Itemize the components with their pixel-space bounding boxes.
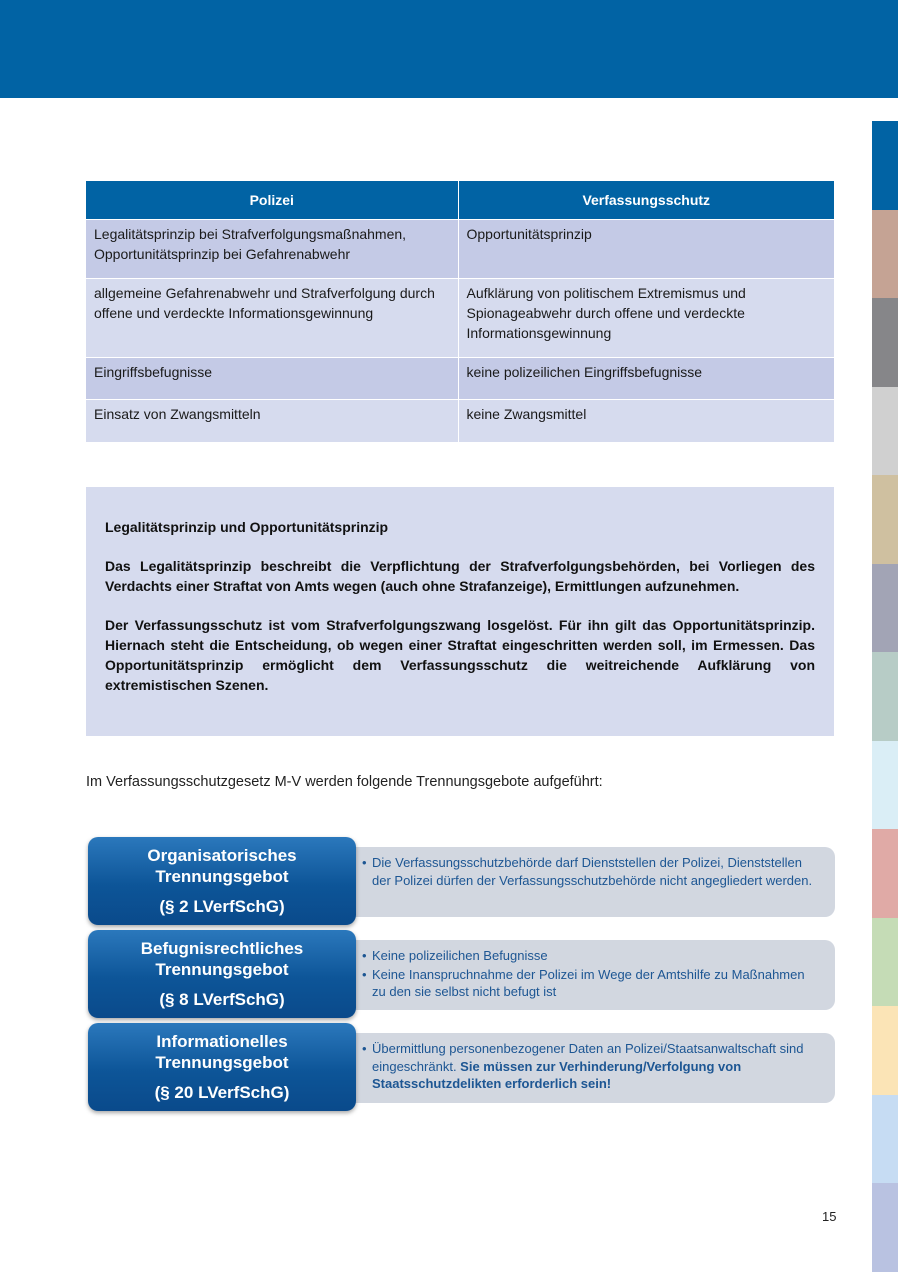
- table-row: [86, 279, 834, 358]
- chapter-tab[interactable]: [872, 1183, 898, 1272]
- chapter-tab[interactable]: [872, 387, 898, 476]
- chapter-tab[interactable]: [872, 210, 898, 299]
- separation-title-box: [88, 837, 356, 925]
- law-reference: (§ 8 LVerfSchG): [159, 990, 285, 1009]
- bullet-item: • Keine polizeilichen Befugnisse: [362, 947, 815, 965]
- table-cell: allgemeine Gefahrenabwehr und Strafverfolgung durch offene und verdeckte Informationsgewinnung: [86, 279, 458, 358]
- bullet-item: • Die Verfassungsschutzbehörde darf Dienststellen der Polizei, Dienststellen der Polizei dürfen der Verfassungsschutzbehörde nicht angegliedert werden.: [362, 854, 815, 889]
- chapter-tab[interactable]: [872, 652, 898, 741]
- table-cell: Legalitätsprinzip bei Strafverfolgungsmaßnahmen, Opportunitätsprinzip bei Gefahrenabwehr: [86, 220, 458, 279]
- chapter-tab[interactable]: [872, 121, 898, 210]
- chapter-tab[interactable]: [872, 564, 898, 653]
- chapter-tab[interactable]: [872, 918, 898, 1007]
- separation-title: Trennungsgebot: [155, 960, 289, 979]
- separation-row-informational: [88, 1023, 835, 1111]
- info-box-paragraph: Der Verfassungsschutz ist vom Strafverfolgungszwang losgelöst. Für ihn gilt das Opportunitätsprinzip. Hiernach steht die Entscheidung, ob wegen einer Straftat eingeschritten werden soll, im Ermessen. Das Opportunitätsprinzip ermöglicht dem Verfassungsschutz die weitreichende Aufklärung von extremistischen Szenen.: [105, 617, 815, 693]
- separation-description: [348, 1033, 835, 1103]
- page-number: 15: [822, 1209, 837, 1224]
- table-cell: Einsatz von Zwangsmitteln: [86, 400, 458, 442]
- column-header-verfassungsschutz: Verfassungsschutz: [458, 181, 834, 220]
- chapter-tabs: [872, 121, 898, 1272]
- table-row: [86, 358, 834, 400]
- comparison-table: [86, 181, 834, 442]
- bullet-item: • Keine Inanspruchnahme der Polizei im Wege der Amtshilfe zu Maßnahmen zu den sie selbst nicht befugt ist: [362, 966, 815, 1001]
- table-row: [86, 220, 834, 279]
- table-header-row: [86, 181, 834, 220]
- separation-title: Trennungsgebot: [155, 1053, 289, 1072]
- separation-description: [348, 940, 835, 1010]
- separation-title-box: [88, 1023, 356, 1111]
- info-box-title: Legalitätsprinzip und Opportunitätsprinzip: [105, 519, 389, 535]
- bullet-item: • Übermittlung personenbezogener Daten an Polizei/Staatsanwaltschaft sind eingeschränkt. Sie müssen zur Verhinderung/Verfolgung von Staatsschutzdelikten erforderlich sein!: [362, 1040, 815, 1093]
- chapter-tab[interactable]: [872, 298, 898, 387]
- separation-row-organisational: [88, 837, 835, 925]
- table-row: [86, 400, 834, 442]
- chapter-tab[interactable]: [872, 741, 898, 830]
- emphasis-text: Sie müssen zur Verhinderung/Verfolgung von Staatsschutzdelikten erforderlich sein!: [372, 1058, 742, 1091]
- separation-row-authority: [88, 930, 835, 1018]
- separation-title: Organisatorisches: [147, 846, 297, 865]
- law-reference: (§ 2 LVerfSchG): [159, 897, 285, 916]
- separation-description: [348, 847, 835, 917]
- intro-text: Im Verfassungsschutzgesetz M-V werden folgende Trennungsgebote aufgeführt:: [86, 774, 603, 790]
- info-box: [86, 487, 834, 736]
- law-reference: (§ 20 LVerfSchG): [154, 1083, 290, 1102]
- table-cell: keine polizeilichen Eingriffsbefugnisse: [458, 358, 834, 400]
- table-cell: Eingriffsbefugnisse: [86, 358, 458, 400]
- separation-title: Informationelles: [156, 1032, 288, 1051]
- chapter-tab[interactable]: [872, 475, 898, 564]
- separation-title: Trennungsgebot: [155, 867, 289, 886]
- table-cell: Opportunitätsprinzip: [458, 220, 834, 279]
- separation-title-box: [88, 930, 356, 1018]
- info-box-paragraph: Das Legalitätsprinzip beschreibt die Verpflichtung der Strafverfolgungsbehörden, bei Vorliegen des Verdachts einer Straftat von Amts wegen (auch ohne Strafanzeige), Ermittlungen aufzunehmen.: [105, 558, 815, 594]
- chapter-tab[interactable]: [872, 1095, 898, 1184]
- column-header-polizei: Polizei: [86, 181, 458, 220]
- table-cell: Aufklärung von politischem Extremismus und Spionageabwehr durch offene und verdeckte Informationsgewinnung: [458, 279, 834, 358]
- separation-title: Befugnisrechtliches: [140, 939, 304, 958]
- header-band: [0, 0, 898, 98]
- table-cell: keine Zwangsmittel: [458, 400, 834, 442]
- chapter-tab[interactable]: [872, 1006, 898, 1095]
- chapter-tab[interactable]: [872, 829, 898, 918]
